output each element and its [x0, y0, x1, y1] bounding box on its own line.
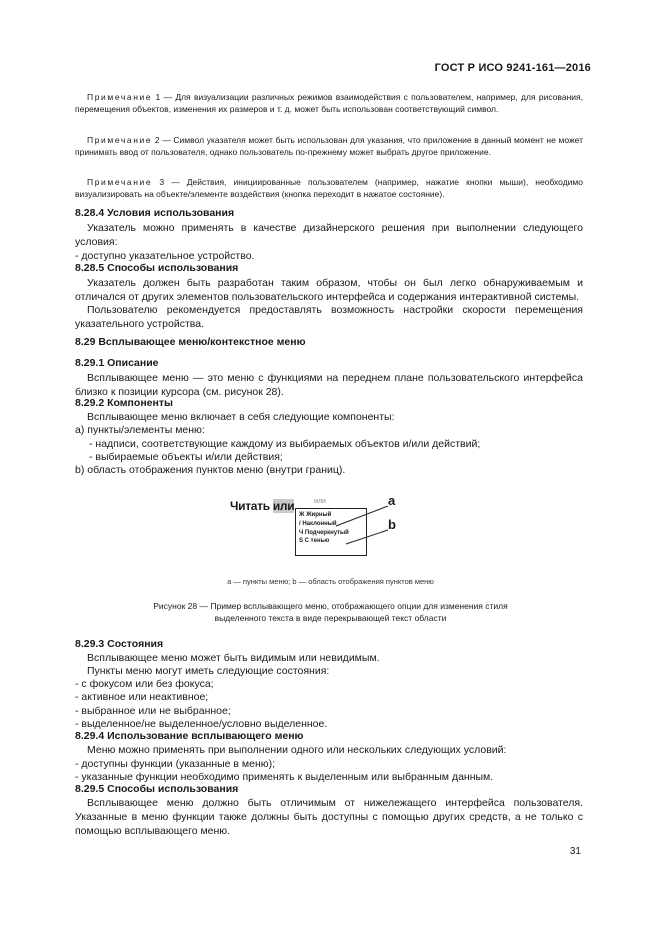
list-item-b: b) область отображения пунктов меню (внутри границ). [75, 464, 346, 476]
note-number: 1 [155, 92, 161, 102]
section-8-28-4-text: Указатель можно применять в качестве дизайнерского решения при выполнении следующего условия: [75, 222, 583, 249]
note-2 [75, 134, 583, 159]
figure-label-b: b [388, 517, 396, 532]
section-8-28-5-p2: Пользователю рекомендуется предоставлять возможность настройки скорости перемещения указательного устройства. [75, 304, 583, 331]
section-8-28-4-title: 8.28.4 Условия использования [75, 207, 235, 219]
section-8-29-3-p2: Пункты меню могут иметь следующие состояния: [87, 665, 330, 677]
note-text: — Для визуализации различных режимов взаимодействия с пользователем, например, для рисования, перемещения объектов, изменения их размеров и т. д. может быть использован соответствующий символ. [75, 92, 583, 115]
leader-line-b [346, 530, 388, 544]
section-8-28-5-title: 8.28.5 Способы использования [75, 262, 239, 274]
list-item: - доступны функции (указанные в меню); [75, 758, 276, 770]
document-header: ГОСТ Р ИСО 9241-161—2016 [434, 62, 591, 74]
figure-tail-text: или [314, 498, 326, 505]
section-8-29-1-text: Всплывающее меню — это меню с функциями на переднем плане пользовательского интерфейса близко к позиции курсора (см. рисунок 28). [75, 372, 583, 399]
section-8-29-3-p1: Всплывающее меню может быть видимым или невидимым. [87, 652, 380, 664]
menu-item-bold: Ж Жирный [299, 512, 332, 518]
page-number: 31 [569, 846, 581, 857]
list-item: - с фокусом или без фокуса; [75, 678, 214, 690]
list-item-a: а) пункты/элементы меню: [75, 424, 205, 436]
figure-legend: a — пункты меню; b — область отображения пунктов меню [227, 577, 434, 586]
list-item: - выбранное или не выбранное; [75, 705, 231, 717]
leader-line-a [336, 506, 388, 526]
note-label: Примечание [87, 135, 153, 145]
section-8-29-2-title: 8.29.2 Компоненты [75, 397, 173, 409]
list-item: - активное или неактивное; [75, 691, 209, 703]
list-item: - указанные функции необходимо применять к выделенным или выбранным данным. [75, 771, 494, 783]
note-3 [75, 176, 583, 201]
note-label: Примечание [87, 92, 153, 102]
section-8-29-3-title: 8.29.3 Состояния [75, 638, 164, 650]
figure-28 [228, 494, 418, 564]
list-subitem: - выбираемые объекты и/или действия; [89, 451, 283, 463]
menu-item-underline: Ч Подчеркнутый [299, 529, 349, 536]
section-8-29-5-title: 8.29.5 Способы использования [75, 783, 239, 795]
note-number: 3 [159, 177, 165, 187]
menu-item-italic: / Наклонный [299, 520, 337, 527]
section-8-29-5-text: Всплывающее меню должно быть отличимым от нижележащего интерфейса пользователя. Указанные в меню функции также должны быть доступны с помощью других средств, а не только с помощью всплывающего меню. [75, 797, 583, 838]
section-8-29-1-title: 8.29.1 Описание [75, 357, 159, 369]
list-item: - доступно указательное устройство. [75, 250, 255, 262]
menu-item-shadow: S С тенью [299, 538, 330, 545]
section-8-29-title: 8.29 Всплывающее меню/контекстное меню [75, 336, 306, 348]
section-8-29-4-text: Меню можно применять при выполнении одного или нескольких следующих условий: [87, 744, 507, 756]
section-8-29-4-title: 8.29.4 Использование всплывающего меню [75, 730, 304, 742]
figure-caption-line-2: выделенного текста в виде перекрывающей текст области [214, 613, 447, 623]
note-text: — Действия, инициированные пользователем (например, нажатие кнопки мыши), необходимо визуализировать на объекте/элементе воздействия (кнопка переходит в нажатое состояние). [75, 177, 583, 200]
note-number: 2 [154, 135, 160, 145]
figure-selected-word: или [272, 499, 295, 513]
note-1 [75, 91, 583, 116]
list-subitem: - надписи, соответствующие каждому из выбираемых объектов и/или действий; [89, 438, 481, 450]
figure-label-a: a [388, 493, 396, 508]
list-item: - выделенное/не выделенное/условно выделенное. [75, 718, 328, 730]
section-8-28-5-p1: Указатель должен быть разработан таким образом, чтобы он был легко обнаруживаемым и отличался от других элементов пользовательского интерфейса и содержания интерактивной системы. [75, 277, 583, 304]
figure-main-text: Читать [230, 499, 273, 513]
figure-caption-line-1: Рисунок 28 — Пример всплывающего меню, отображающего опции для изменения стиля [153, 601, 508, 611]
note-label: Примечание [87, 177, 153, 187]
note-text: — Символ указателя может быть использован для указания, что приложение в данный момент не может принимать ввод от пользователя, однако пользователь по-прежнему может выбрать другое приложение. [75, 135, 583, 158]
section-8-29-2-text: Всплывающее меню включает в себя следующие компоненты: [87, 411, 395, 423]
